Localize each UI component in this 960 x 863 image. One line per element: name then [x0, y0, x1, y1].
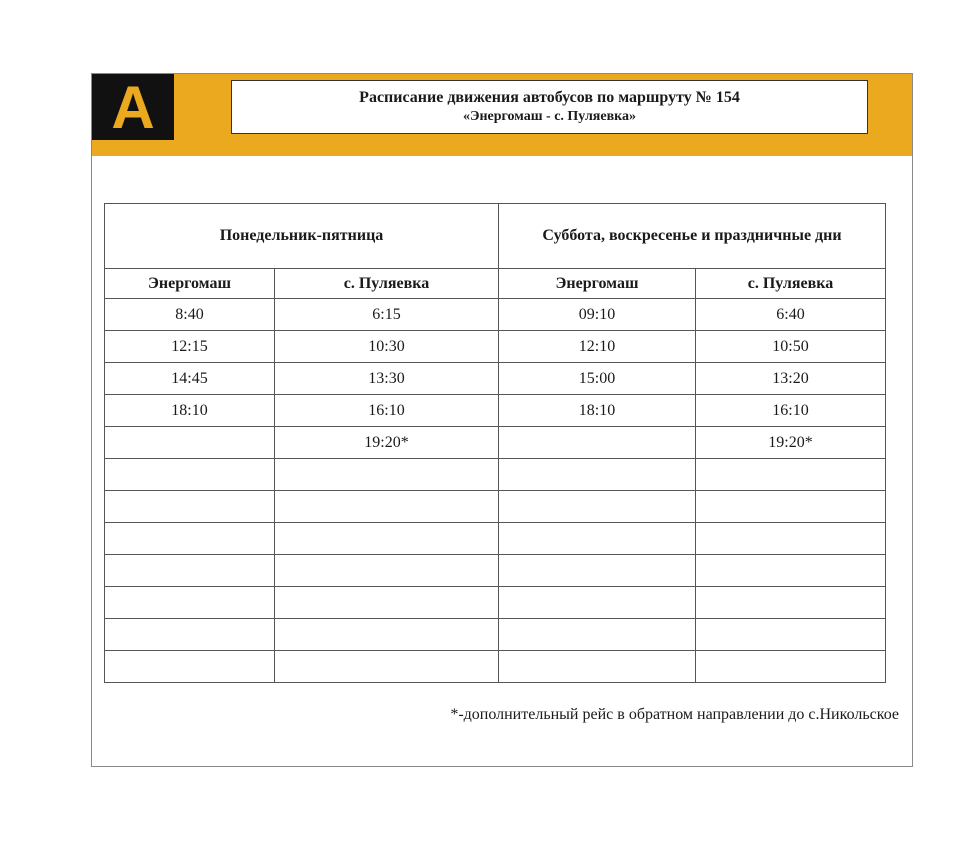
time-cell	[275, 459, 499, 491]
time-cell	[275, 651, 499, 683]
time-cell: 14:45	[105, 363, 275, 395]
time-cell	[275, 587, 499, 619]
time-cell: 16:10	[696, 395, 886, 427]
time-cell	[275, 619, 499, 651]
time-cell	[105, 619, 275, 651]
time-cell	[105, 651, 275, 683]
header-band	[92, 74, 912, 156]
time-cell: 8:40	[105, 299, 275, 331]
time-cell: 13:30	[275, 363, 499, 395]
table-row	[105, 363, 886, 395]
title-box	[231, 80, 868, 134]
time-cell	[499, 651, 696, 683]
time-cell	[499, 523, 696, 555]
table-row	[105, 459, 886, 491]
time-cell	[105, 523, 275, 555]
stop-header-row	[105, 269, 886, 299]
table-row	[105, 619, 886, 651]
time-cell	[696, 587, 886, 619]
schedule-title: Расписание движения автобусов по маршруту № 154	[359, 89, 740, 106]
table-row	[105, 299, 886, 331]
time-cell: 6:15	[275, 299, 499, 331]
time-cell	[105, 555, 275, 587]
time-cell: 10:50	[696, 331, 886, 363]
time-cell: 13:20	[696, 363, 886, 395]
stop-header: Энергомаш	[499, 269, 696, 299]
time-cell: 09:10	[499, 299, 696, 331]
table-row	[105, 491, 886, 523]
time-cell	[499, 427, 696, 459]
time-cell	[275, 555, 499, 587]
schedule-sheet	[91, 73, 913, 767]
timetable	[104, 203, 886, 683]
time-cell	[499, 619, 696, 651]
time-cell: 16:10	[275, 395, 499, 427]
time-cell	[696, 491, 886, 523]
stop-header: с. Пуляевка	[275, 269, 499, 299]
table-row	[105, 331, 886, 363]
time-cell	[105, 427, 275, 459]
time-cell	[105, 587, 275, 619]
time-cell	[499, 491, 696, 523]
time-cell: 19:20*	[696, 427, 886, 459]
weekend-header: Суббота, воскресенье и праздничные дни	[499, 204, 886, 269]
time-cell: 15:00	[499, 363, 696, 395]
table-row	[105, 523, 886, 555]
time-cell	[696, 555, 886, 587]
route-name: «Энергомаш - с. Пуляевка»	[462, 109, 637, 124]
bus-logo-letter: A	[111, 74, 155, 141]
stop-header: Энергомаш	[105, 269, 275, 299]
time-cell	[499, 555, 696, 587]
time-cell	[499, 587, 696, 619]
time-cell: 19:20*	[275, 427, 499, 459]
time-cell	[696, 619, 886, 651]
time-cell	[696, 459, 886, 491]
bus-logo	[92, 74, 174, 140]
table-row	[105, 427, 886, 459]
time-cell	[499, 459, 696, 491]
day-header-row	[105, 204, 886, 269]
weekdays-header: Понедельник-пятница	[105, 204, 499, 269]
time-cell	[105, 459, 275, 491]
table-row	[105, 395, 886, 427]
time-cell	[696, 523, 886, 555]
time-cell: 18:10	[499, 395, 696, 427]
time-cell: 6:40	[696, 299, 886, 331]
table-row	[105, 651, 886, 683]
timetable-body	[105, 299, 886, 683]
stop-header: с. Пуляевка	[696, 269, 886, 299]
time-cell: 18:10	[105, 395, 275, 427]
table-row	[105, 587, 886, 619]
footnote: *-дополнительный рейс в обратном направлении до с.Никольское	[450, 706, 899, 723]
time-cell: 12:15	[105, 331, 275, 363]
time-cell	[275, 523, 499, 555]
time-cell: 12:10	[499, 331, 696, 363]
time-cell: 10:30	[275, 331, 499, 363]
table-row	[105, 555, 886, 587]
time-cell	[105, 491, 275, 523]
time-cell	[696, 651, 886, 683]
time-cell	[275, 491, 499, 523]
